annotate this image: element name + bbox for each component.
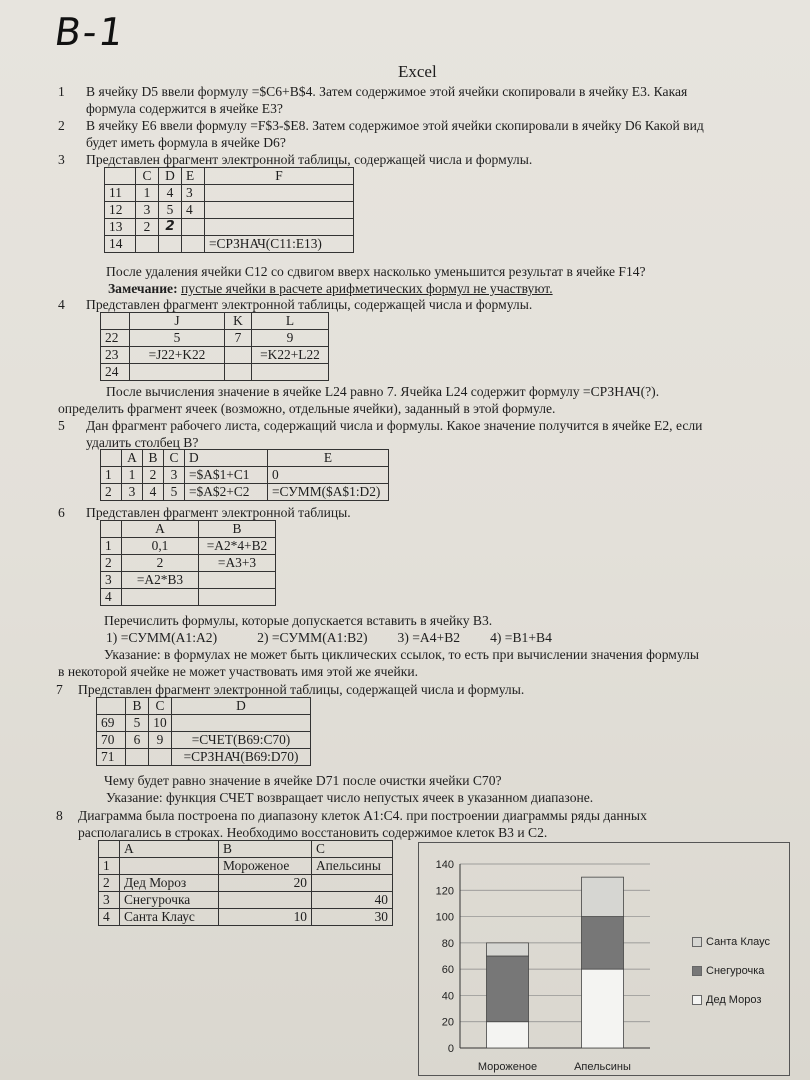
- question-number: 6: [58, 505, 65, 520]
- cell: [182, 219, 205, 236]
- cell: [122, 589, 199, 606]
- q4-after-text: После вычисления значение в ячейке L24 равно 7. Ячейка L24 содержит формулу =СРЗНАЧ(?).: [106, 384, 660, 399]
- cell: [252, 364, 329, 381]
- question-text: удалить столбец B?: [86, 435, 199, 450]
- cell: 4: [143, 484, 164, 501]
- cell: =A3+3: [199, 555, 276, 572]
- question-number: 3: [58, 152, 65, 167]
- note-text: пустые ячейки в расчете арифметических формул не участвуют.: [181, 281, 553, 296]
- bar-segment: [582, 969, 624, 1048]
- option-1: 1) =СУММ(A1:A2): [106, 630, 218, 645]
- y-tick-label: 0: [447, 1043, 454, 1055]
- question-text: Представлен фрагмент электронной таблицы.: [86, 505, 351, 520]
- cell: 2: [136, 219, 159, 236]
- question-4: [58, 296, 533, 313]
- option-2: 2) =СУММ(A1:B2): [257, 630, 368, 645]
- cell: 5: [159, 202, 182, 219]
- row-header: 1: [101, 467, 122, 484]
- cell: =$A$1+C1: [185, 467, 268, 484]
- col-header: J: [130, 313, 225, 330]
- cell: Снегурочка: [120, 892, 219, 909]
- cell: 10: [219, 909, 312, 926]
- y-tick-label: 40: [441, 990, 454, 1003]
- cell: 0: [268, 467, 389, 484]
- row-header: 12: [105, 202, 136, 219]
- row-header: 3: [101, 572, 122, 589]
- cell: [101, 450, 122, 467]
- q8-table: [98, 840, 393, 926]
- cell: 3: [136, 202, 159, 219]
- row-header: 4: [101, 589, 122, 606]
- col-header: C: [312, 841, 393, 858]
- legend-label: Санта Клаус: [706, 936, 771, 948]
- question-number: 1: [58, 84, 65, 99]
- bar-segment: [582, 917, 624, 970]
- row-header: 69: [97, 715, 126, 732]
- cell: 9: [149, 732, 172, 749]
- legend-swatch: [692, 995, 702, 1005]
- cell: 30: [312, 909, 393, 926]
- cell: =СРЗНАЧ(B69:D70): [172, 749, 311, 766]
- question-text: В ячейку D5 ввели формулу =$C6+B$4. Затем содержимое этой ячейки скопировали в ячейку E3. Какая: [86, 84, 688, 99]
- cell: =СРЗНАЧ(C11:E13): [205, 236, 354, 253]
- question-1: [58, 83, 688, 117]
- row-header: 3: [99, 892, 120, 909]
- col-header: D: [159, 168, 182, 185]
- q3-table: [104, 167, 354, 253]
- legend-swatch: [692, 966, 702, 976]
- question-text: Дан фрагмент рабочего листа, содержащий числа и формулы. Какое значение получится в ячейке E2, если: [86, 418, 703, 433]
- col-header: D: [172, 698, 311, 715]
- cell: 5: [130, 330, 225, 347]
- cell: 0,1: [122, 538, 199, 555]
- question-text: формула содержится в ячейке E3?: [86, 101, 283, 116]
- y-tick-label: 120: [435, 885, 454, 898]
- cell: 10: [149, 715, 172, 732]
- legend-item-santa-klaus: [692, 936, 770, 948]
- cell: 5: [164, 484, 185, 501]
- cell: 9: [252, 330, 329, 347]
- cell: [101, 313, 130, 330]
- q6-table: [100, 520, 276, 606]
- cell: 6: [126, 732, 149, 749]
- cell: [149, 749, 172, 766]
- cell: =СУММ($A$1:D2): [268, 484, 389, 501]
- row-header: 1: [99, 858, 120, 875]
- cell: 4: [182, 202, 205, 219]
- col-header: F: [205, 168, 354, 185]
- row-header: 2: [101, 555, 122, 572]
- cell: [159, 236, 182, 253]
- bar-segment: [487, 943, 529, 956]
- handwritten-variant: В-1: [51, 10, 129, 54]
- legend-item-snegurochka: [692, 965, 764, 977]
- y-tick-label: 100: [435, 911, 454, 924]
- col-header: A: [122, 521, 199, 538]
- cell: [130, 364, 225, 381]
- cell: [205, 202, 354, 219]
- cell: [225, 364, 252, 381]
- q6-hint: в некоторой ячейке не может участвовать имя этой же ячейки.: [58, 664, 419, 679]
- q6-options: [106, 629, 552, 646]
- cell: 40: [312, 892, 393, 909]
- cell: [120, 858, 219, 875]
- cell: 5: [126, 715, 149, 732]
- y-tick-label: 60: [441, 964, 454, 977]
- col-header: C: [149, 698, 172, 715]
- question-number: 4: [58, 297, 65, 312]
- cell: =J22+K22: [130, 347, 225, 364]
- stacked-bar-chart: [418, 842, 790, 1076]
- cell: 7: [225, 330, 252, 347]
- col-header: E: [268, 450, 389, 467]
- question-text: располагались в строках. Необходимо восстановить содержимое клеток B3 и C2.: [78, 825, 548, 840]
- col-header: B: [126, 698, 149, 715]
- q7-table: [96, 697, 311, 766]
- row-header: 22: [101, 330, 130, 347]
- cell: 1: [122, 467, 143, 484]
- cell: 1: [136, 185, 159, 202]
- col-header: E: [182, 168, 205, 185]
- question-6: [58, 504, 351, 521]
- cell: Санта Клаус: [120, 909, 219, 926]
- cell: =$A$2+C2: [185, 484, 268, 501]
- cell: =A2*B3: [122, 572, 199, 589]
- cell: [205, 219, 354, 236]
- cell: [225, 347, 252, 364]
- bar-segment: [582, 877, 624, 916]
- cell: 3: [122, 484, 143, 501]
- option-3: 3) =A4+B2: [397, 630, 461, 645]
- row-header: 23: [101, 347, 130, 364]
- col-header: C: [136, 168, 159, 185]
- row-header: 24: [101, 364, 130, 381]
- cell: 2: [143, 467, 164, 484]
- row-header: 2: [99, 875, 120, 892]
- question-5: [58, 417, 703, 451]
- cell: [219, 892, 312, 909]
- row-header: 14: [105, 236, 136, 253]
- question-number: 5: [58, 418, 65, 433]
- question-number: 2: [58, 118, 65, 133]
- question-text: Представлен фрагмент электронной таблицы, содержащей числа и формулы.: [86, 152, 533, 167]
- page-title: Excel: [398, 62, 437, 81]
- col-header: L: [252, 313, 329, 330]
- cell: Апельсины: [312, 858, 393, 875]
- col-header: D: [185, 450, 268, 467]
- cell: Дед Мороз: [120, 875, 219, 892]
- cell: 20: [219, 875, 312, 892]
- row-header: 4: [99, 909, 120, 926]
- q3-after-text: После удаления ячейки C12 со сдвигом вверх насколько уменьшится результат в ячейке F14?: [106, 264, 646, 279]
- note-label: Замечание: [108, 281, 174, 296]
- question-number: 7: [56, 682, 63, 697]
- col-header: B: [199, 521, 276, 538]
- row-header: 13: [105, 219, 136, 236]
- cell: [312, 875, 393, 892]
- col-header: B: [143, 450, 164, 467]
- cell: [101, 521, 122, 538]
- legend-swatch: [692, 937, 702, 947]
- q4-table: [100, 312, 329, 381]
- row-header: 70: [97, 732, 126, 749]
- q6-hint: Указание: в формулах не может быть циклических ссылок, то есть при вычислении значения формулы: [104, 647, 700, 662]
- question-text: будет иметь формула в ячейке D6?: [86, 135, 286, 150]
- cell: 3: [182, 185, 205, 202]
- q3-note: Замечание: пустые ячейки в расчете арифметических формул не участвуют.: [108, 281, 553, 296]
- cell-handwritten: 2: [159, 219, 182, 236]
- col-header: B: [219, 841, 312, 858]
- y-tick-label: 80: [441, 937, 454, 950]
- question-7: [56, 681, 525, 698]
- cell: [97, 698, 126, 715]
- bar-segment: [487, 956, 529, 1022]
- col-header: C: [164, 450, 185, 467]
- cell: [205, 185, 354, 202]
- cell: 3: [164, 467, 185, 484]
- row-header: 11: [105, 185, 136, 202]
- cell: [199, 589, 276, 606]
- q5-table: [100, 449, 389, 501]
- cell: [199, 572, 276, 589]
- row-header: 1: [101, 538, 122, 555]
- col-header: A: [120, 841, 219, 858]
- option-4: 4) =B1+B4: [490, 630, 552, 645]
- cell: [172, 715, 311, 732]
- legend-item-ded-moroz: [692, 994, 761, 1006]
- cell: [99, 841, 120, 858]
- q7-after-text: Чему будет равно значение в ячейке D71 после очистки ячейки C70?: [104, 773, 502, 788]
- question-text: В ячейку E6 ввели формулу =F$3-$E8. Затем содержимое этой ячейки скопировали в ячейку D6 Какой вид: [86, 118, 704, 133]
- cell: =СЧЕТ(B69:C70): [172, 732, 311, 749]
- x-tick-label: Мороженое: [477, 1061, 538, 1073]
- q6-list-intro: Перечислить формулы, которые допускается вставить в ячейку B3.: [104, 613, 493, 628]
- question-text: Диаграмма была построена по диапазону клеток A1:C4. при построении диаграммы ряды данных: [78, 808, 647, 823]
- cell: [136, 236, 159, 253]
- question-8: [56, 807, 647, 841]
- cell: [126, 749, 149, 766]
- question-text: Представлен фрагмент электронной таблицы, содержащей числа и формулы.: [78, 682, 525, 697]
- cell: [105, 168, 136, 185]
- cell: [182, 236, 205, 253]
- bar-segment: [487, 1022, 529, 1048]
- y-tick-label: 20: [441, 1016, 454, 1029]
- row-header: 71: [97, 749, 126, 766]
- col-header: A: [122, 450, 143, 467]
- legend-label: Дед Мороз: [706, 994, 762, 1006]
- legend-label: Снегурочка: [706, 965, 765, 977]
- x-tick-label: Апельсины: [574, 1061, 631, 1073]
- col-header: K: [225, 313, 252, 330]
- cell: Мороженое: [219, 858, 312, 875]
- question-3: [58, 151, 533, 168]
- cell: =K22+L22: [252, 347, 329, 364]
- cell: 4: [159, 185, 182, 202]
- q7-hint: Указание: функция СЧЕТ возвращает число непустых ячеек в указанном диапазоне.: [106, 790, 594, 805]
- y-tick-label: 140: [435, 859, 454, 871]
- q4-after-text: определить фрагмент ячеек (возможно, отдельные ячейки), заданный в этой формуле.: [58, 401, 556, 416]
- question-text: Представлен фрагмент электронной таблицы, содержащей числа и формулы.: [86, 297, 533, 312]
- cell: =A2*4+B2: [199, 538, 276, 555]
- question-2: [58, 117, 704, 151]
- row-header: 2: [101, 484, 122, 501]
- cell: 2: [122, 555, 199, 572]
- question-number: 8: [56, 808, 63, 823]
